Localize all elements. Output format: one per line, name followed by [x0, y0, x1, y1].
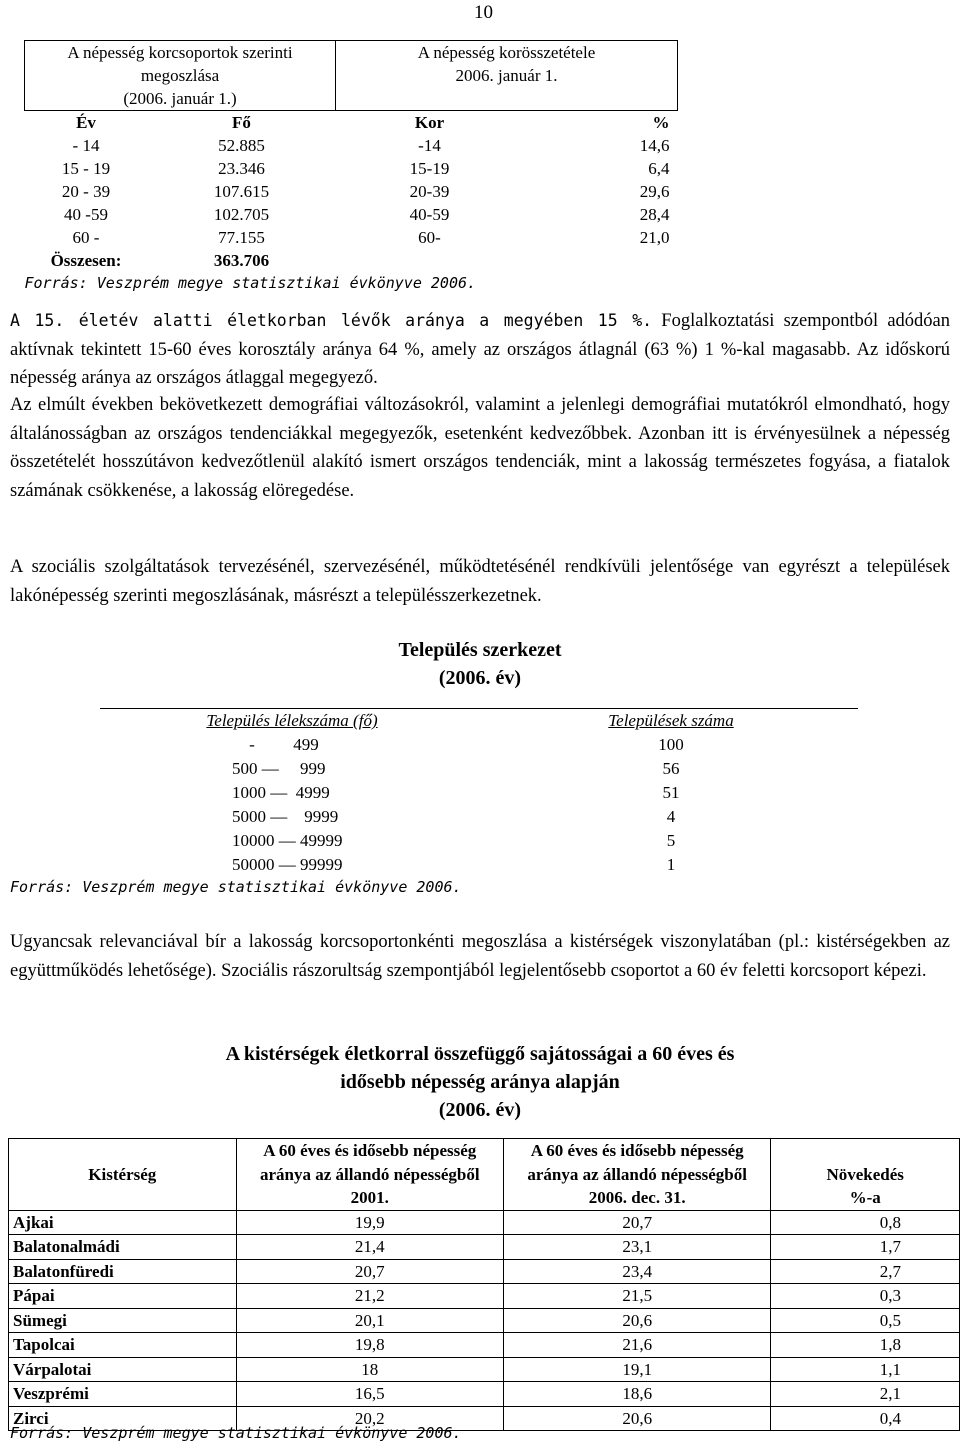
header-persons: Fő	[232, 113, 251, 132]
source-note: Forrás: Veszprém megye statisztikai évkönyve 2006.	[24, 274, 477, 292]
header-ratio-2006: A 60 éves és idősebb népesség aránya az állandó népességből 2006. dec. 31.	[503, 1139, 770, 1211]
page-number: 10	[474, 2, 493, 23]
subregion-table-title: A kistérségek életkorral összefüggő sajátosságai a 60 éves és idősebb népesség aránya alapján (2006. év)	[225, 1043, 735, 1121]
settlement-structure-table	[100, 708, 858, 877]
source-note: Forrás: Veszprém megye statisztikai évkönyve 2006.	[10, 878, 462, 896]
table-row: 1000 — 4999 51	[232, 783, 680, 802]
table-row: Sümegi 20,1 20,6 0,5	[9, 1308, 960, 1333]
paragraph-subregions: Ugyancsak relevanciával bír a lakosság korcsoportonkénti megoszlása a kistérségek viszonylatában (pl.: kistérségekben az együttműködés lehetősége). Szociális rászorultság szempontjából legjelentősebb csoportot a 60 év feletti korcsoport képezi.	[10, 932, 950, 981]
header-growth: Növekedés %-a	[771, 1139, 960, 1211]
table-row: Pápai 21,2 21,5 0,3	[9, 1284, 960, 1309]
table-row: 500 — 999 56	[232, 759, 680, 778]
paragraph-demographic-trends: Az elmúlt években bekövetkezett demográfiai változásokról, valamint a jelenlegi demográfiai mutatókról elmondható, hogy általánosságban az országos tendenciákkal megegyezők, esetenként kedvezőbbek. Azonban itt is érvényesülnek a népesség összetételét hosszútávon kedvezőtlenül alakító ismert országos tendenciák, mint a lakosság természetes fogyása, a fiatalok számának csökkenése, a lakosság elöregedése.	[10, 395, 950, 501]
table-row: Ajkai 19,9 20,7 0,8	[9, 1210, 960, 1235]
paragraph-age-ratio: A 15. életév alatti életkorban lévők aránya a megyében 15 %. Foglalkoztatási szempontból adódóan aktívnak tekintett 15-60 éves korosztály aránya 64 %, amely az országos átlagnál (63 %) 1 %-kal magasabb. Az időskorú népesség aránya az országos átlaggal megegyező.	[10, 311, 951, 388]
header-year: Év	[76, 113, 96, 132]
age-distribution-title: A népesség korcsoportok szerinti megoszlása (2006. január 1.)	[25, 41, 336, 111]
header-population-size: Település lélekszáma (fő)	[100, 709, 484, 734]
table-row: Várpalotai 18 19,1 1,1	[9, 1357, 960, 1382]
table-row: - 14 52.885 -14 14,6	[72, 136, 670, 155]
table-row: - 499 100	[249, 735, 684, 754]
total-row: Összesen: 363.706	[50, 251, 270, 270]
source-note: Forrás: Veszprém megye statisztikai évkönyve 2006.	[10, 1424, 462, 1442]
table-row: 40 -59 102.705 40-59 28,4	[64, 205, 670, 224]
table-row: 5000 — 9999 4	[232, 807, 676, 826]
table-row: Veszprémi 16,5 18,6 2,1	[9, 1382, 960, 1407]
header-subregion: Kistérség	[9, 1139, 237, 1211]
table-row: Balatonfüredi 20,7 23,4 2,7	[9, 1259, 960, 1284]
table-row: 10000 — 49999 5	[232, 831, 676, 850]
table-row: 50000 — 99999 1	[232, 855, 676, 874]
population-age-table	[24, 40, 678, 295]
header-percent: %	[652, 113, 670, 132]
settlement-structure-title: Település szerkezet (2006. év)	[398, 639, 562, 689]
header-ratio-2001: A 60 éves és idősebb népesség aránya az állandó népességből 2001.	[236, 1139, 503, 1211]
table-row: Tapolcai 19,8 21,6 1,8	[9, 1333, 960, 1358]
table-row: Zirci 20,2 20,6 0,4	[9, 1406, 960, 1431]
subregion-elderly-table	[8, 1138, 960, 1431]
header-settlement-count: Települések száma	[484, 709, 858, 734]
table-row: 15 - 19 23.346 15-19 6,4	[61, 159, 670, 178]
header-age: Kor	[414, 113, 445, 132]
paragraph-social-services: A szociális szolgáltatások tervezésénél, szervezésénél, működtetésénél rendkívüli jelentősége van egyrészt a települések lakónépesség szerinti megoszlásának, másrészt a településszerkezetnek.	[10, 557, 950, 606]
age-composition-title: A népesség korösszetétele 2006. január 1.	[336, 41, 678, 111]
table-row: 20 - 39 107.615 20-39 29,6	[61, 182, 670, 201]
table-row: Balatonalmádi 21,4 23,1 1,7	[9, 1235, 960, 1260]
table-row: 60 - 77.155 60- 21,0	[72, 228, 670, 247]
